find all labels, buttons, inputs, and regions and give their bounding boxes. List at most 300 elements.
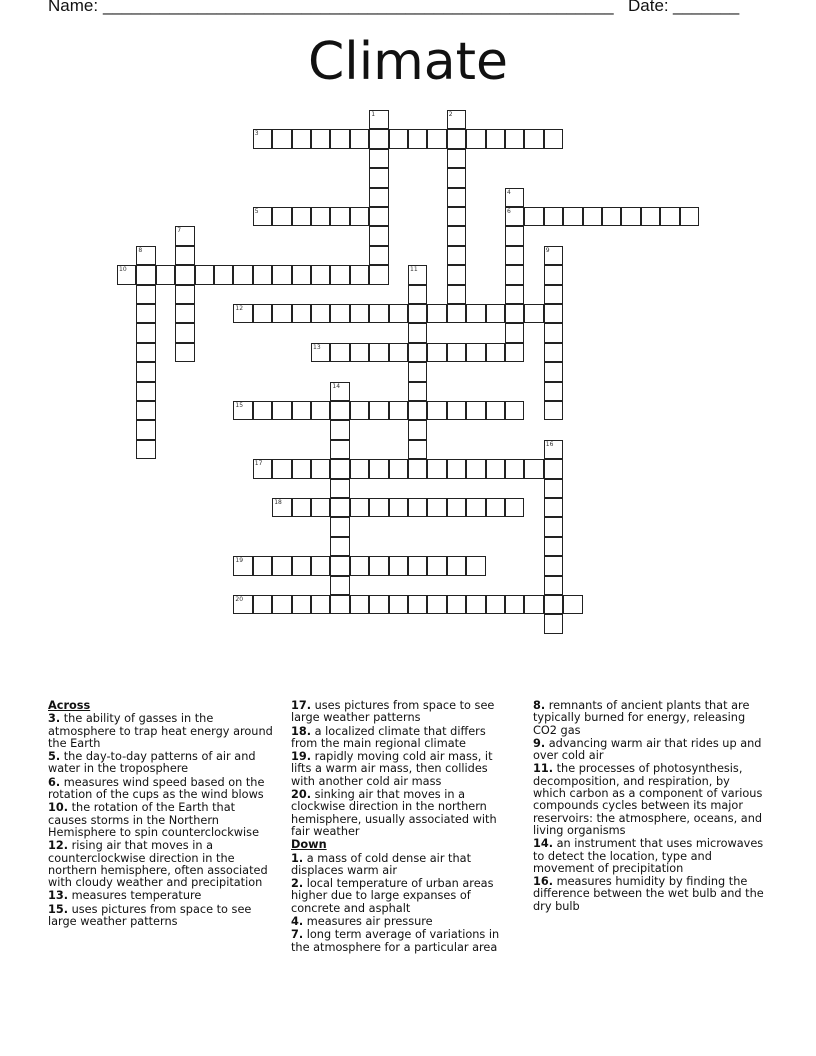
grid-cell[interactable] [427, 595, 446, 614]
clue-number: 9 [545, 246, 550, 254]
grid-cell[interactable] [505, 595, 524, 614]
grid-cell[interactable] [505, 265, 524, 284]
clue-item-number: 16. [533, 875, 554, 889]
grid-cell[interactable] [272, 498, 291, 517]
grid-cell[interactable] [389, 498, 408, 517]
grid-cell[interactable] [563, 595, 582, 614]
grid-cell[interactable] [408, 382, 427, 401]
clue-item [48, 751, 276, 776]
grid-cell[interactable] [330, 556, 349, 575]
grid-cell[interactable] [505, 459, 524, 478]
grid-cell[interactable] [486, 304, 505, 323]
grid-cell[interactable] [369, 401, 388, 420]
grid-cell[interactable] [602, 207, 621, 226]
grid-cell[interactable] [447, 595, 466, 614]
grid-cell[interactable] [136, 420, 155, 439]
clue-number: 13 [313, 343, 321, 351]
grid-cell[interactable] [408, 343, 427, 362]
grid-cell[interactable] [175, 323, 194, 342]
clue-item-text: long term average of variations in the atmosphere for a particular area [291, 928, 500, 954]
grid-cell[interactable] [389, 129, 408, 148]
grid-cell[interactable] [292, 304, 311, 323]
grid-cell[interactable] [524, 129, 543, 148]
grid-cell[interactable] [447, 246, 466, 265]
grid-cell[interactable] [136, 382, 155, 401]
clue-item-text: rising air that moves in a counterclockwise direction in the northern hemisphere, often associated with cloudy weather and precipitation [48, 839, 268, 890]
grid-cell[interactable] [330, 459, 349, 478]
grid-cell[interactable] [369, 207, 388, 226]
grid-cell[interactable] [253, 401, 272, 420]
grid-cell[interactable] [292, 556, 311, 575]
clue-number: 18 [274, 499, 282, 506]
grid-cell[interactable] [466, 343, 485, 362]
clue-item-number: 19. [291, 750, 312, 764]
grid-cell[interactable] [330, 537, 349, 556]
grid-cell[interactable] [233, 304, 252, 323]
clue-item [48, 802, 276, 839]
grid-cell[interactable] [427, 129, 446, 148]
grid-cell[interactable] [563, 207, 582, 226]
grid-cell[interactable] [369, 498, 388, 517]
clue-number: 5 [254, 208, 259, 215]
grid-cell[interactable] [369, 304, 388, 323]
grid-cell[interactable] [311, 207, 330, 226]
grid-cell[interactable] [447, 207, 466, 226]
clue-item-number: 5. [48, 750, 61, 764]
clue-item-text: the rotation of the Earth that causes storms in the Northern Hemisphere to spin counterclockwise [48, 801, 260, 839]
grid-cell[interactable] [311, 343, 330, 362]
grid-cell[interactable] [369, 188, 388, 207]
clue-item-text: an instrument that uses microwaves to detect the location, type and movement of precipitation [533, 837, 764, 875]
grid-cell[interactable] [330, 420, 349, 439]
grid-cell[interactable] [272, 556, 291, 575]
grid-cell[interactable] [447, 188, 466, 207]
across-heading: Across [48, 699, 91, 712]
grid-cell[interactable] [272, 595, 291, 614]
grid-cell[interactable] [621, 207, 640, 226]
grid-cell[interactable] [447, 149, 466, 168]
grid-cell[interactable] [544, 362, 563, 381]
grid-cell[interactable] [292, 459, 311, 478]
grid-cell[interactable] [350, 304, 369, 323]
clue-item-number: 10. [48, 801, 69, 815]
grid-cell[interactable] [233, 401, 252, 420]
grid-cell[interactable] [330, 207, 349, 226]
clue-item-text: the ability of gasses in the atmosphere to trap heat energy around the Earth [48, 712, 273, 750]
grid-cell[interactable] [292, 401, 311, 420]
grid-cell[interactable] [369, 226, 388, 245]
grid-cell[interactable] [311, 129, 330, 148]
clue-item-text: sinking air that moves in a clockwise direction in the northern hemisphere, usually associated with fair weather [291, 788, 497, 838]
grid-cell[interactable] [350, 401, 369, 420]
grid-cell[interactable] [136, 343, 155, 362]
grid-cell[interactable] [544, 537, 563, 556]
grid-cell[interactable] [466, 498, 485, 517]
grid-cell[interactable] [311, 401, 330, 420]
grid-cell[interactable] [408, 304, 427, 323]
grid-cell[interactable] [233, 595, 252, 614]
grid-cell[interactable] [544, 401, 563, 420]
grid-cell[interactable] [544, 207, 563, 226]
grid-cell[interactable] [330, 382, 349, 401]
clue-number: 4 [507, 188, 511, 196]
grid-cell[interactable] [660, 207, 679, 226]
grid-cell[interactable] [447, 226, 466, 245]
grid-cell[interactable] [175, 343, 194, 362]
grid-cell[interactable] [408, 401, 427, 420]
grid-cell[interactable] [408, 595, 427, 614]
grid-cell[interactable] [369, 110, 388, 129]
grid-cell[interactable] [389, 401, 408, 420]
clue-item [48, 890, 276, 902]
grid-cell[interactable] [389, 304, 408, 323]
grid-cell[interactable] [253, 595, 272, 614]
grid-cell[interactable] [389, 343, 408, 362]
clue-item-text: measures temperature [68, 889, 202, 903]
clue-number: 20 [235, 596, 244, 603]
clue-item-text: advancing warm air that rides up and over cold air [533, 736, 762, 763]
down-heading: Down [291, 838, 327, 852]
grid-cell[interactable] [447, 401, 466, 420]
grid-cell[interactable] [330, 265, 349, 284]
grid-cell[interactable] [311, 498, 330, 517]
grid-cell[interactable] [466, 129, 485, 148]
clue-item-text: a mass of cold dense air that displaces warm air [291, 851, 471, 877]
clue-item [48, 840, 276, 889]
grid-cell[interactable] [389, 459, 408, 478]
grid-cell[interactable] [369, 556, 388, 575]
grid-cell[interactable] [136, 304, 155, 323]
grid-cell[interactable] [350, 265, 369, 284]
grid-cell[interactable] [447, 498, 466, 517]
grid-cell[interactable] [272, 459, 291, 478]
grid-cell[interactable] [544, 285, 563, 304]
grid-cell[interactable] [369, 129, 388, 148]
name-blank[interactable]: ______________________________________________________ [103, 0, 614, 15]
grid-cell[interactable] [272, 401, 291, 420]
grid-cell[interactable] [233, 265, 252, 284]
grid-cell[interactable] [544, 459, 563, 478]
grid-cell[interactable] [136, 246, 155, 265]
grid-cell[interactable] [544, 129, 563, 148]
grid-cell[interactable] [505, 401, 524, 420]
grid-cell[interactable] [175, 304, 194, 323]
clue-item-number: 15. [48, 902, 69, 916]
grid-cell[interactable] [524, 304, 543, 323]
grid-cell[interactable] [350, 498, 369, 517]
clue-item-number: 8. [533, 699, 546, 712]
clue-item-number: 6. [48, 775, 61, 789]
grid-cell[interactable] [330, 576, 349, 595]
grid-cell[interactable] [408, 440, 427, 459]
clue-item [291, 726, 515, 751]
clue-item-text: measures humidity by finding the difference between the wet bulb and the dry bulb [533, 875, 764, 913]
grid-cell[interactable] [408, 459, 427, 478]
clue-number: 1 [371, 111, 376, 118]
grid-cell[interactable] [272, 265, 291, 284]
clue-number: 15 [235, 402, 244, 409]
grid-cell[interactable] [311, 304, 330, 323]
grid-cell[interactable] [136, 440, 155, 459]
grid-cell[interactable] [505, 304, 524, 323]
clue-number: 19 [235, 557, 244, 565]
grid-cell[interactable] [544, 246, 563, 265]
grid-cell[interactable] [544, 498, 563, 517]
grid-cell[interactable] [544, 343, 563, 362]
grid-cell[interactable] [544, 556, 563, 575]
grid-cell[interactable] [253, 459, 272, 478]
grid-cell[interactable] [427, 401, 446, 420]
clue-item [533, 838, 765, 875]
clue-item-text: a localized climate that differs from the main regional climate [291, 724, 486, 750]
grid-cell[interactable] [117, 265, 136, 284]
grid-cell[interactable] [544, 614, 563, 633]
clue-item-text: uses pictures from space to see large weather patterns [291, 699, 495, 725]
grid-cell[interactable] [195, 265, 214, 284]
clue-number: 10 [119, 266, 127, 274]
grid-cell[interactable] [544, 304, 563, 323]
clue-number: 12 [235, 305, 244, 312]
grid-cell[interactable] [350, 595, 369, 614]
grid-cell[interactable] [641, 207, 660, 226]
grid-cell[interactable] [544, 440, 563, 459]
grid-cell[interactable] [466, 304, 485, 323]
clue-item-text: local temperature of urban areas higher due to large expanses of concrete and asphalt [291, 877, 494, 915]
grid-cell[interactable] [350, 459, 369, 478]
grid-cell[interactable] [447, 285, 466, 304]
grid-cell[interactable] [408, 556, 427, 575]
clue-item [533, 876, 765, 913]
clues-column-1 [48, 700, 276, 929]
grid-cell[interactable] [330, 304, 349, 323]
grid-cell[interactable] [466, 595, 485, 614]
grid-cell[interactable] [311, 459, 330, 478]
clue-item-text: remnants of ancient plants that are typically burned for energy, releasing CO2 gas [533, 699, 750, 737]
grid-cell[interactable] [136, 401, 155, 420]
clue-item-number: 1. [291, 851, 304, 865]
grid-cell[interactable] [427, 459, 446, 478]
grid-cell[interactable] [486, 459, 505, 478]
grid-cell[interactable] [408, 362, 427, 381]
clue-item [291, 916, 515, 928]
grid-cell[interactable] [544, 265, 563, 284]
clue-item-text: the day-to-day patterns of air and water in the troposphere [48, 750, 256, 776]
grid-cell[interactable] [175, 226, 194, 245]
grid-cell[interactable] [505, 498, 524, 517]
grid-cell[interactable] [136, 362, 155, 381]
clue-item-text: uses pictures from space to see large weather patterns [48, 902, 252, 929]
grid-cell[interactable] [466, 401, 485, 420]
grid-cell[interactable] [253, 556, 272, 575]
clues-column-3 [533, 700, 765, 914]
date-label: Date: [628, 0, 669, 15]
grid-cell[interactable] [311, 265, 330, 284]
grid-cell[interactable] [311, 556, 330, 575]
grid-cell[interactable] [389, 556, 408, 575]
grid-cell[interactable] [524, 595, 543, 614]
grid-cell[interactable] [505, 188, 524, 207]
grid-cell[interactable] [253, 304, 272, 323]
grid-cell[interactable] [330, 401, 349, 420]
grid-cell[interactable] [447, 343, 466, 362]
clue-number: 14 [332, 382, 341, 390]
clue-item [533, 738, 765, 763]
grid-cell[interactable] [156, 265, 175, 284]
grid-cell[interactable] [505, 226, 524, 245]
grid-cell[interactable] [427, 304, 446, 323]
clue-item-number: 3. [48, 712, 61, 726]
grid-cell[interactable] [330, 517, 349, 536]
grid-cell[interactable] [330, 440, 349, 459]
clue-item-number: 18. [291, 724, 312, 738]
grid-cell[interactable] [447, 304, 466, 323]
grid-cell[interactable] [369, 265, 388, 284]
grid-cell[interactable] [272, 207, 291, 226]
grid-cell[interactable] [369, 149, 388, 168]
grid-cell[interactable] [350, 556, 369, 575]
clue-item-number: 20. [291, 788, 312, 802]
clue-number: 11 [410, 266, 418, 274]
grid-cell[interactable] [466, 459, 485, 478]
clue-item [533, 763, 765, 837]
grid-cell[interactable] [486, 401, 505, 420]
grid-cell[interactable] [253, 265, 272, 284]
grid-cell[interactable] [544, 323, 563, 342]
clue-item-text: measures wind speed based on the rotation of the cups as the wind blows [48, 775, 265, 802]
grid-cell[interactable] [330, 498, 349, 517]
clue-item [291, 751, 515, 788]
grid-cell[interactable] [447, 110, 466, 129]
grid-cell[interactable] [350, 207, 369, 226]
grid-cell[interactable] [544, 479, 563, 498]
clue-item [48, 904, 276, 929]
clue-number: 3 [254, 130, 259, 138]
grid-cell[interactable] [311, 595, 330, 614]
grid-cell[interactable] [524, 459, 543, 478]
grid-cell[interactable] [524, 207, 543, 226]
clue-number: 8 [138, 246, 143, 254]
clue-item-number: 7. [291, 928, 304, 942]
grid-cell[interactable] [292, 498, 311, 517]
grid-cell[interactable] [175, 246, 194, 265]
clue-item [533, 700, 765, 737]
grid-cell[interactable] [350, 129, 369, 148]
clue-item-number: 9. [533, 736, 546, 750]
grid-cell[interactable] [214, 265, 233, 284]
grid-cell[interactable] [427, 343, 446, 362]
grid-cell[interactable] [486, 498, 505, 517]
grid-cell[interactable] [408, 420, 427, 439]
grid-cell[interactable] [330, 595, 349, 614]
clue-item-text: measures air pressure [303, 915, 433, 929]
grid-cell[interactable] [292, 207, 311, 226]
grid-cell[interactable] [292, 265, 311, 284]
grid-cell[interactable] [427, 556, 446, 575]
grid-cell[interactable] [253, 129, 272, 148]
grid-cell[interactable] [175, 265, 194, 284]
clue-number: 7 [177, 227, 182, 235]
clue-item [291, 789, 515, 838]
grid-cell[interactable] [447, 265, 466, 284]
grid-cell[interactable] [330, 129, 349, 148]
grid-cell[interactable] [330, 343, 349, 362]
grid-cell[interactable] [486, 129, 505, 148]
grid-cell[interactable] [272, 304, 291, 323]
grid-cell[interactable] [330, 479, 349, 498]
grid-cell[interactable] [447, 168, 466, 187]
grid-cell[interactable] [505, 129, 524, 148]
grid-cell[interactable] [427, 498, 446, 517]
grid-cell[interactable] [447, 129, 466, 148]
grid-cell[interactable] [447, 459, 466, 478]
grid-cell[interactable] [136, 265, 155, 284]
clue-item-text: rapidly moving cold air mass, it lifts a warm air mass, then collides with another cold air mass [291, 750, 493, 788]
grid-cell[interactable] [408, 265, 427, 284]
name-label: Name: [48, 0, 99, 15]
grid-cell[interactable] [408, 498, 427, 517]
grid-cell[interactable] [408, 129, 427, 148]
clue-item [291, 878, 515, 915]
grid-cell[interactable] [505, 343, 524, 362]
clue-item-number: 2. [291, 877, 304, 891]
grid-cell[interactable] [466, 556, 485, 575]
clue-item-number: 4. [291, 915, 304, 929]
date-blank[interactable]: _______ [673, 0, 740, 15]
clue-item [48, 777, 276, 802]
grid-cell[interactable] [253, 207, 272, 226]
grid-cell[interactable] [233, 556, 252, 575]
grid-cell[interactable] [292, 595, 311, 614]
clues-column-2 [291, 700, 515, 955]
grid-cell[interactable] [583, 207, 602, 226]
grid-cell[interactable] [544, 382, 563, 401]
grid-cell[interactable] [505, 207, 524, 226]
grid-cell[interactable] [680, 207, 699, 226]
grid-cell[interactable] [544, 517, 563, 536]
grid-cell[interactable] [544, 595, 563, 614]
grid-cell[interactable] [369, 595, 388, 614]
grid-cell[interactable] [350, 343, 369, 362]
grid-cell[interactable] [369, 168, 388, 187]
grid-cell[interactable] [447, 556, 466, 575]
grid-cell[interactable] [175, 285, 194, 304]
grid-cell[interactable] [408, 285, 427, 304]
clue-item-number: 11. [533, 762, 554, 776]
clue-number: 6 [507, 208, 511, 215]
clue-item-number: 13. [48, 889, 69, 903]
grid-cell[interactable] [486, 595, 505, 614]
grid-cell[interactable] [136, 285, 155, 304]
grid-cell[interactable] [505, 285, 524, 304]
grid-cell[interactable] [136, 323, 155, 342]
grid-cell[interactable] [408, 323, 427, 342]
grid-cell[interactable] [544, 576, 563, 595]
grid-cell[interactable] [505, 246, 524, 265]
grid-cell[interactable] [389, 595, 408, 614]
grid-cell[interactable] [292, 129, 311, 148]
grid-cell[interactable] [272, 129, 291, 148]
clue-item-number: 14. [533, 837, 554, 851]
clue-item [291, 929, 515, 954]
clue-item [291, 700, 515, 725]
page-title: Climate [307, 32, 509, 92]
clue-item [291, 853, 515, 878]
grid-cell[interactable] [505, 323, 524, 342]
grid-cell[interactable] [369, 343, 388, 362]
grid-cell[interactable] [369, 459, 388, 478]
grid-cell[interactable] [486, 343, 505, 362]
grid-cell[interactable] [369, 246, 388, 265]
